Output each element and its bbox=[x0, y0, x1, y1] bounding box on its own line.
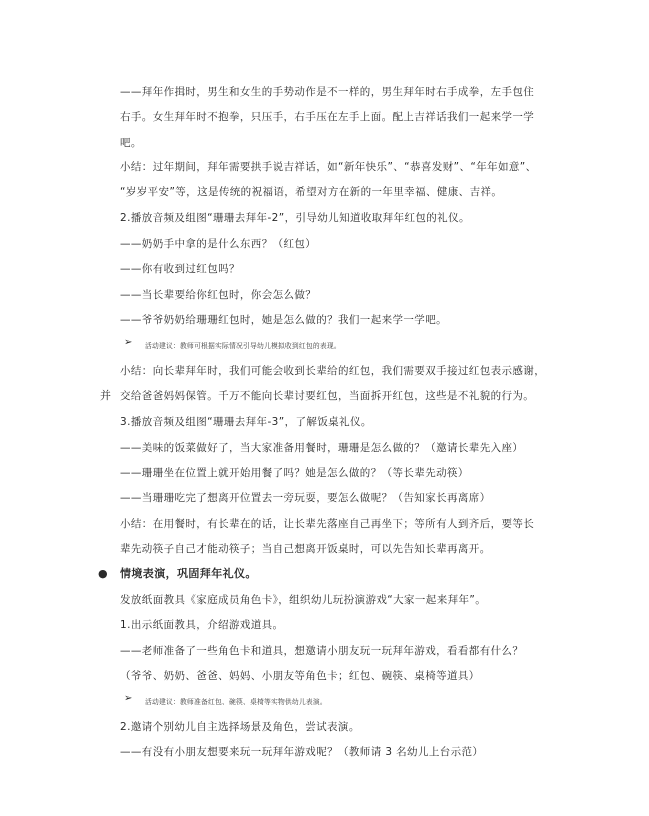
text-line: ——当珊珊吃完了想离开位置去一旁玩耍，要怎么做呢？（告知家长再离席） bbox=[120, 492, 491, 504]
text-line: ——拜年作揖时，男生和女生的手势动作是不一样的，男生拜年时右手成拳，左手包住 bbox=[120, 86, 535, 98]
text-line: 发放纸面教具《家庭成员角色卡》，组织幼儿玩扮演游戏“大家一起来拜年”。 bbox=[120, 594, 487, 606]
summary-line: “岁岁平安”等，这是传统的祝福语，希望对方在新的一年里幸福、健康、吉祥。 bbox=[120, 186, 503, 198]
text-line: ——你有收到过红包吗？ bbox=[120, 263, 240, 275]
text-line: ——老师准备了一些角色卡和道具，想邀请小朋友玩一玩拜年游戏，看看都有什么？ bbox=[120, 645, 524, 657]
step-heading: 3.播放音频及组图“珊珊去拜年-3”，了解饭桌礼仪。 bbox=[120, 416, 372, 428]
summary-line: 辈先动筷子自己才能动筷子；当自己想离开饭桌时，可以先告知长辈再离开。 bbox=[120, 543, 491, 555]
summary-line: 交给爸爸妈妈保管。千万不能向长辈讨要红包，当面拆开红包，这些是不礼貌的行为。 bbox=[120, 390, 535, 402]
section-heading: 情境表演，巩固拜年礼仪。 bbox=[120, 567, 257, 580]
margin-character: 并 bbox=[100, 389, 111, 402]
summary-line: 小结：向长辈拜年时，我们可能会收到长辈给的红包，我们需要双手接过红包表示感谢， bbox=[120, 365, 546, 377]
arrow-bullet-icon: ➢ bbox=[124, 693, 133, 704]
text-line: 右手。女生拜年时不抱拳，只压手，右手压在左手上面。配上吉祥话我们一起来学一学 bbox=[120, 111, 535, 123]
summary-line: 小结：过年期间，拜年需要拱手说吉祥话，如“新年快乐”、“恭喜发财”、“年年如意”、 bbox=[120, 161, 537, 173]
text-line: ——有没有小朋友想要来玩一玩拜年游戏呢？（教师请 3 名幼儿上台示范） bbox=[120, 746, 484, 758]
text-line: （爷爷、奶奶、爸爸、妈妈、小朋友等角色卡；红包、碗筷、桌椅等道具） bbox=[120, 670, 480, 682]
step-heading: 1.出示纸面教具，介绍游戏道具。 bbox=[120, 619, 284, 631]
activity-suggestion: 活动建议：教师可根据实际情况引导幼儿模拟收到红包的表现。 bbox=[145, 342, 341, 350]
text-line: ——当长辈要给你红包时，你会怎么做？ bbox=[120, 289, 317, 301]
text-line: ——美味的饭菜做好了，当大家准备用餐时，珊珊是怎么做的？（邀请长辈先入座） bbox=[120, 442, 524, 454]
step-heading: 2.播放音频及组图“珊珊去拜年-2”，引导幼儿知道收取拜年红包的礼仪。 bbox=[120, 212, 470, 224]
text-line: ——奶奶手中拿的是什么东西？（红包） bbox=[120, 238, 317, 250]
step-heading: 2.邀请个别幼儿自主选择场景及角色，尝试表演。 bbox=[120, 721, 360, 733]
summary-line: 小结：在用餐时，有长辈在的话，让长辈先落座自己再坐下；等所有人到齐后，要等长 bbox=[120, 518, 535, 530]
activity-suggestion: 活动建议：教师准备红包、碗筷、桌椅等实物供幼儿表演。 bbox=[145, 698, 327, 706]
arrow-bullet-icon: ➢ bbox=[124, 337, 133, 348]
text-line: 吧。 bbox=[120, 137, 142, 149]
text-line: ——爷爷奶奶给珊珊红包时，她是怎么做的？我们一起来学一学吧。 bbox=[120, 314, 447, 326]
text-line: ——珊珊坐在位置上就开始用餐了吗？她是怎么做的？（等长辈先动筷） bbox=[120, 467, 469, 479]
bullet-icon: ● bbox=[98, 567, 108, 580]
